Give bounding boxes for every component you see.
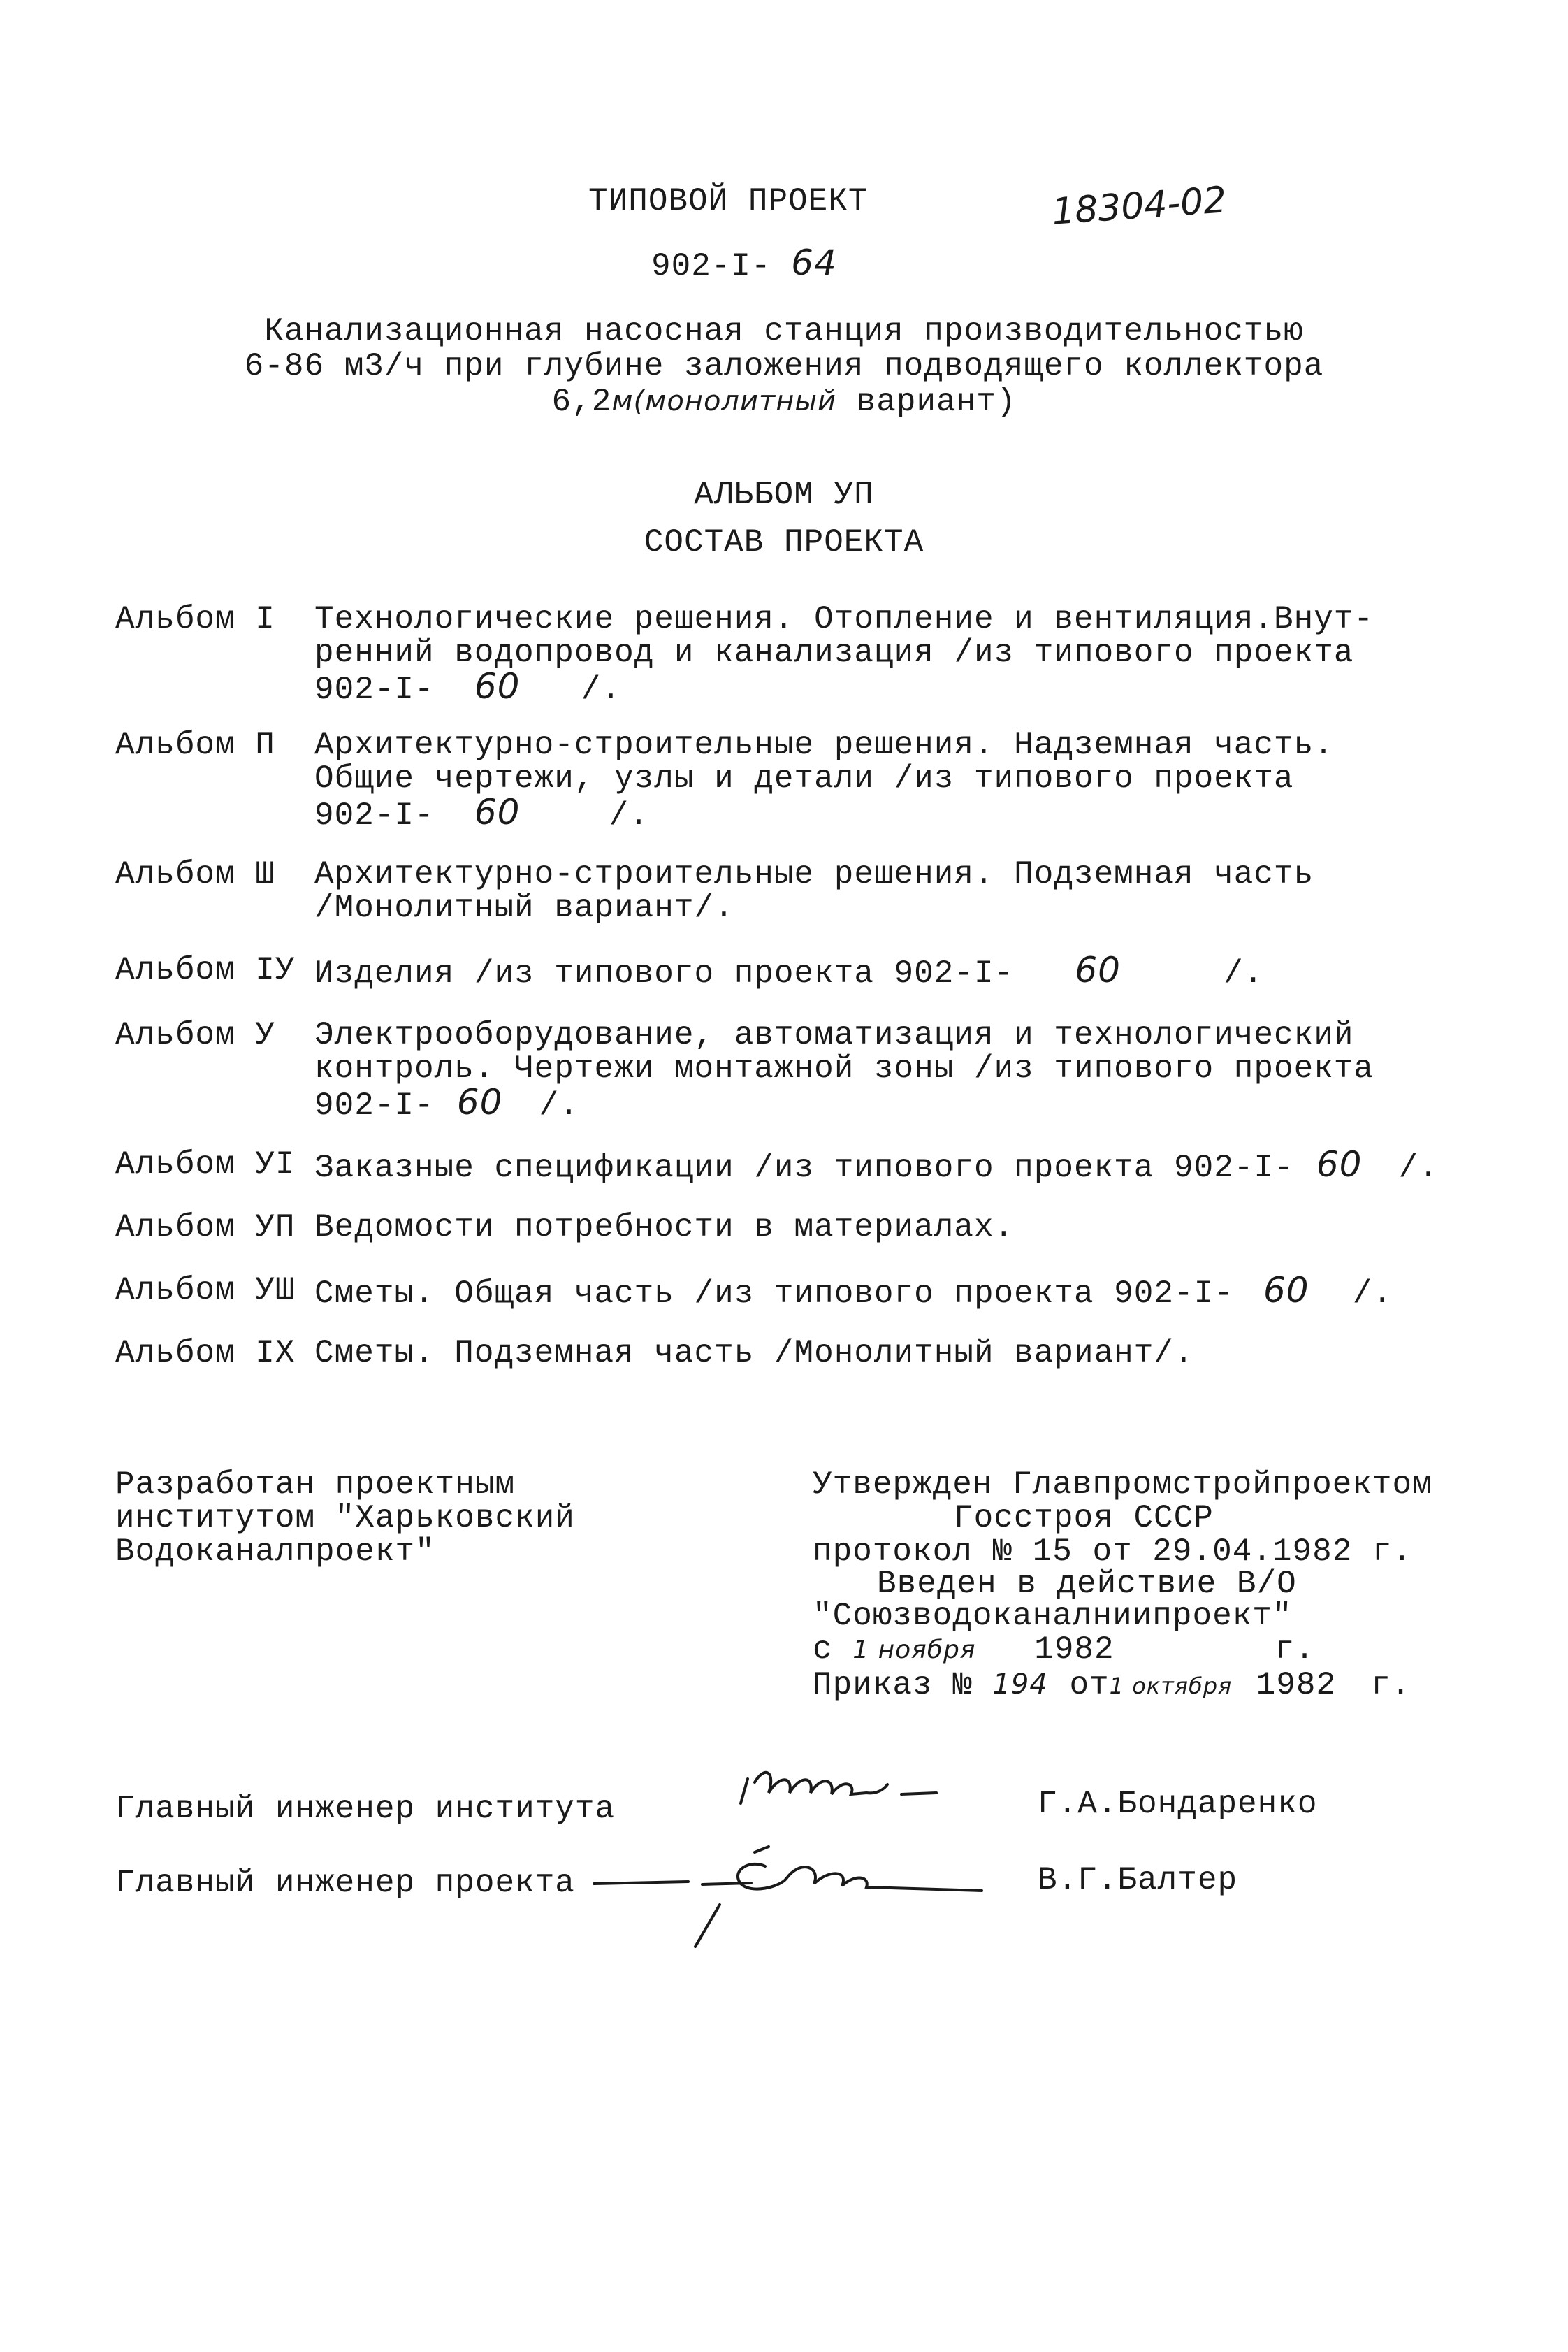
project-number	[651, 245, 837, 284]
album-ref-suffix: /.	[1398, 1150, 1439, 1186]
album-text-line	[314, 1272, 1393, 1312]
approval-line-6-prefix: с	[813, 1631, 833, 1668]
album-ref-prefix: 902-I-	[314, 672, 435, 708]
album-heading: АЛЬБОМ УП	[694, 477, 874, 513]
album-ref-suffix: /.	[539, 1088, 579, 1124]
album-text-line: Сметы. Подземная часть /Монолитный вариант/.	[314, 1335, 1194, 1371]
description-line-3-prefix: 6,2	[551, 384, 612, 420]
signature-role: Главный инженер проекта	[115, 1865, 575, 1901]
approval-line-6-suffix: г.	[1275, 1631, 1315, 1668]
inventory-number: 18304-02	[1050, 179, 1228, 233]
album-label: Альбом IУ	[115, 952, 296, 988]
album-ref-hand: 60	[474, 792, 521, 832]
album-label: Альбом УП	[115, 1209, 296, 1246]
album-ref-prefix: Сметы. Общая часть /из типового проекта 902-I-	[314, 1276, 1234, 1312]
approval-line-7	[813, 1666, 1411, 1704]
approval-line-4: Введен в действие В/О	[877, 1566, 1297, 1602]
album-label: Альбом У	[115, 1017, 275, 1053]
album-text-line	[314, 1084, 579, 1124]
description-line-1: Канализационная насосная станция производительностью	[264, 313, 1304, 349]
signature-role: Главный инженер института	[115, 1791, 616, 1827]
album-ref-hand: 60	[1316, 1144, 1363, 1185]
album-label: Альбом УШ	[115, 1272, 296, 1308]
developer-line-2: институтом "Харьковский	[115, 1500, 575, 1536]
approval-line-3: протокол № 15 от 29.04.1982 г.	[813, 1534, 1413, 1570]
album-ref-prefix: Заказные спецификации /из типового проекта 902-I-	[314, 1150, 1294, 1186]
signature-name: Г.А.Бондаренко	[1038, 1786, 1318, 1822]
album-text-line: ренний водопровод и канализация /из типового проекта	[314, 635, 1354, 671]
album-ref-suffix: /.	[1352, 1276, 1393, 1312]
album-ref-hand: 60	[456, 1082, 503, 1123]
description-line-3-suffix: вариант)	[856, 384, 1017, 420]
album-ref-prefix: 902-I-	[314, 798, 435, 834]
section-heading: СОСТАВ ПРОЕКТА	[644, 524, 924, 561]
album-ref-suffix: /.	[1224, 955, 1264, 992]
album-text-line: Технологические решения. Отопление и вентиляция.Внут-	[314, 601, 1374, 637]
project-number-hand: 64	[791, 243, 837, 283]
album-label: Альбом УI	[115, 1146, 296, 1183]
approval-line-7-prefix: Приказ №	[813, 1667, 973, 1703]
approval-line-6-year: 1982	[1034, 1631, 1115, 1668]
album-ref-suffix: /.	[581, 672, 621, 708]
album-text-line: Архитектурно-строительные решения. Подземная часть	[314, 856, 1314, 893]
developer-line-1: Разработан проектным	[115, 1466, 516, 1503]
album-text-line	[314, 1146, 1439, 1186]
approval-line-2: Госстроя СССР	[954, 1500, 1214, 1536]
album-ref-hand: 60	[474, 666, 521, 707]
album-label: Альбом IX	[115, 1335, 296, 1371]
album-text-line: Общие чертежи, узлы и детали /из типового проекта	[314, 760, 1294, 797]
approval-line-7-year: 1982	[1256, 1667, 1337, 1703]
approval-line-7-hand-num: 194	[992, 1668, 1048, 1701]
approval-line-7-mid: от	[1069, 1667, 1110, 1703]
approval-line-7-suffix: г.	[1371, 1667, 1411, 1703]
approval-line-6	[813, 1631, 1315, 1668]
album-text-line: Ведомости потребности в материалах.	[314, 1209, 1015, 1246]
approval-line-7-hand-date: 1 октября	[1109, 1673, 1233, 1699]
album-label: Альбом Ш	[115, 856, 275, 893]
album-text-line	[314, 794, 649, 834]
description-line-3	[0, 383, 1568, 420]
approval-line-5: "Союзводоканалниипроект"	[813, 1598, 1293, 1634]
approval-line-1: Утвержден Главпромстройпроектом	[813, 1466, 1432, 1503]
signature-name: В.Г.Балтер	[1038, 1862, 1238, 1898]
album-ref-hand: 60	[1075, 950, 1121, 990]
album-text-line: /Монолитный вариант/.	[314, 890, 734, 926]
album-text-line: контроль. Чертежи монтажной зоны /из типового проекта	[314, 1051, 1374, 1087]
description-line-2: 6-86 м3/ч при глубине заложения подводящего коллектора	[244, 348, 1324, 384]
project-number-prefix: 902-I-	[651, 248, 771, 284]
album-label: Альбом П	[115, 727, 275, 763]
album-ref-prefix: 902-I-	[314, 1088, 435, 1124]
developer-line-3: Водоканалпроект"	[115, 1534, 435, 1570]
album-ref-suffix: /.	[609, 798, 649, 834]
signature-scribble-2	[590, 1817, 1010, 1954]
album-label: Альбом I	[115, 601, 275, 637]
album-ref-prefix: Изделия /из типового проекта 902-I-	[314, 955, 1015, 992]
album-text-line: Электрооборудование, автоматизация и технологический	[314, 1017, 1354, 1053]
album-ref-hand: 60	[1263, 1270, 1309, 1311]
approval-line-6-hand: 1 ноября	[852, 1636, 976, 1664]
album-text-line	[314, 952, 1263, 992]
header-title: ТИПОВОЙ ПРОЕКТ	[588, 183, 869, 219]
album-text-line: Архитектурно-строительные решения. Надземная часть.	[314, 727, 1334, 763]
album-text-line	[314, 668, 621, 708]
description-line-3-hand: м(монолитный	[611, 385, 837, 417]
